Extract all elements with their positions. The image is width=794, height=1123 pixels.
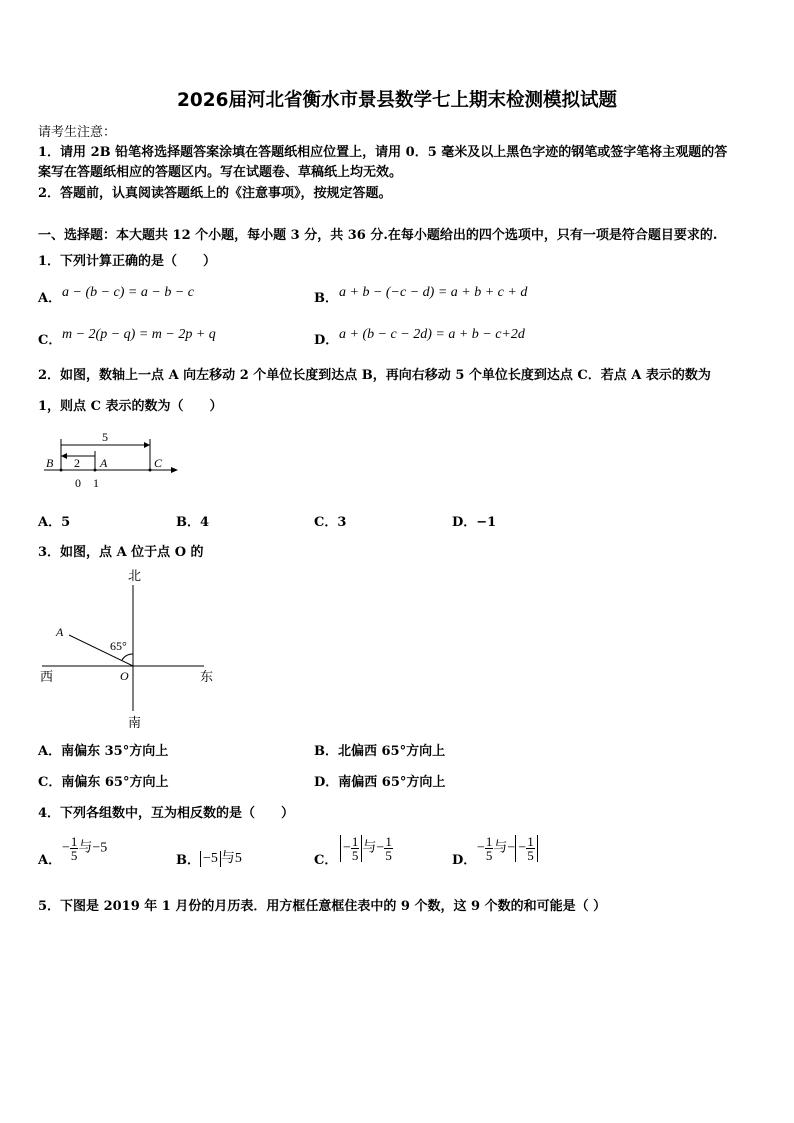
section-heading: 一、选择题：本大题共 12 个小题，每小题 3 分，共 36 分.在每小题给出的四个选项中，只有一项是符合题目要求的. [38,228,718,243]
question-1-stem: 1．下列计算正确的是（ ） [38,254,217,269]
q2-option-b: B．4 [176,515,210,530]
q1-option-d-label: D． [314,333,339,348]
point-b-label: B [46,456,54,470]
south-label: 南 [128,715,142,730]
compass-figure [36,563,220,735]
q1-option-b-label: B． [314,291,338,306]
point-o-label: O [120,669,129,683]
q4-option-b: −5 与5 [200,847,242,867]
distance-5-label: 5 [102,430,108,444]
point-a-label: A [100,456,108,470]
angle-arc [122,654,133,660]
question-4-stem: 4．下列各组数中，互为相反数的是（ ） [38,806,295,821]
q2-option-c: C．3 [314,515,347,530]
q1-option-a-label: A． [38,291,62,306]
point-a-dot [94,469,97,472]
q1-option-a: a − (b − c) = a − b − c [62,285,194,300]
number-line-figure [36,428,196,494]
arrowhead-right-icon [144,442,150,448]
point-c-label: C [154,456,163,470]
q4-option-d: − $\frac{1}{5}$ 与− − $\frac{1}{5}$ [477,835,538,862]
q1-option-c: m − 2(p − q) = m − 2p + q [62,327,216,342]
q4-option-d-label: D． [452,853,477,868]
q1-option-b: a + b − (−c − d) = a + b + c + d [339,285,528,300]
q4-option-c: − $\frac{1}{5}$ 与− $\frac{1}{5}$ [340,835,393,862]
angle-label: 65° [110,639,127,653]
absolute-value: − $\frac{1}{5}$ [515,835,537,862]
notice-item-1-line-1: 1．请用 2B 铅笔将选择题答案涂填在答题纸相应位置上，请用 0．5 毫米及以上黑色字迹的钢笔或签字笔将主观题的答 [38,145,728,160]
q3-option-c: C．南偏东 65°方向上 [38,775,169,790]
q4-option-a-label: A． [38,853,62,868]
q2-option-a: A．5 [38,515,71,530]
q2-option-d: D．−1 [452,515,497,530]
point-c-dot [149,469,152,472]
west-label: 西 [40,669,54,684]
notice-heading: 请考生注意： [38,125,117,140]
fraction-one-fifth: $\frac{1}{5}$ [70,834,78,863]
absolute-value: − $\frac{1}{5}$ [340,835,362,862]
north-label: 北 [128,568,142,583]
q4-option-b-label: B． [176,853,200,868]
page-title: 2026届河北省衡水市景县数学七上期末检测模拟试题 [177,90,617,111]
q4-option-c-label: C． [314,853,338,868]
question-2-stem-line-1: 2．如图，数轴上一点 A 向左移动 2 个单位长度到达点 B，再向右移动 5 个单位长度到达点 C．若点 A 表示的数为 [38,368,711,383]
question-3-stem: 3．如图，点 A 位于点 O 的 [38,545,204,560]
q1-option-d: a + (b − c − 2d) = a + b − c+2d [339,327,525,342]
point-b-dot [60,469,63,472]
q3-option-b: B．北偏西 65°方向上 [314,744,446,759]
tick-label-1: 1 [93,476,99,490]
q4-option-a: − $\frac{1}{5}$ 与−5 [62,834,108,863]
point-a-label: A [56,625,64,639]
question-5-stem: 5．下图是 2019 年 1 月份的月历表．用方框任意框住表中的 9 个数，这 9 个数的和可能是（ ） [38,899,607,914]
distance-2-label: 2 [74,456,80,470]
tick-label-0: 0 [75,476,81,490]
east-label: 东 [200,669,214,684]
question-2-stem-line-2: 1，则点 C 表示的数为（ ） [38,399,223,414]
q1-option-c-label: C． [38,333,62,348]
arrowhead-left-icon [61,453,67,459]
q3-option-a: A．南偏东 35°方向上 [38,744,169,759]
notice-item-2: 2．答题前，认真阅读答题纸上的《注意事项》，按规定答题。 [38,186,392,201]
axis-arrow-icon [171,467,178,473]
q3-option-d: D．南偏西 65°方向上 [314,775,446,790]
notice-item-1-line-2: 案写在答题纸相应的答题区内。写在试题卷、草稿纸上均无效。 [38,165,403,180]
